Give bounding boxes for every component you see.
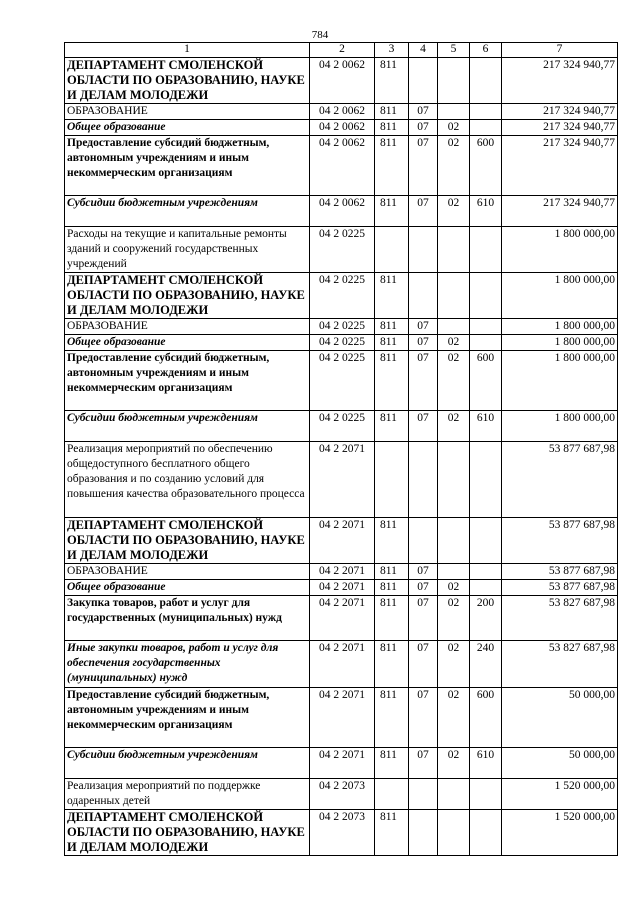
page-number: 784 xyxy=(311,29,329,41)
expense-type-code xyxy=(470,273,502,319)
target-code: 04 2 0225 xyxy=(310,227,375,273)
table-row xyxy=(65,641,618,688)
subsection-code: 02 xyxy=(438,580,470,596)
expense-type-code: 600 xyxy=(470,688,502,748)
header-cell-5: 5 xyxy=(438,43,470,58)
row-name: Субсидии бюджетным учреждениям xyxy=(65,748,310,779)
table-row xyxy=(65,319,618,335)
section-code: 07 xyxy=(409,351,438,411)
amount: 53 827 687,98 xyxy=(502,596,618,641)
expense-type-code xyxy=(470,319,502,335)
target-code: 04 2 2071 xyxy=(310,748,375,779)
row-name: Реализация мероприятий по обеспечению общедоступного бесплатного общего образования и по созданию условий для повышения качества образовательного процесса xyxy=(65,442,310,518)
amount: 217 324 940,77 xyxy=(502,136,618,196)
expense-type-code xyxy=(470,518,502,564)
ministry-code: 811 xyxy=(375,411,409,442)
table-row xyxy=(65,273,618,319)
expense-type-code xyxy=(470,104,502,120)
header-cell-1: 1 xyxy=(65,43,310,58)
header-cell-3: 3 xyxy=(375,43,409,58)
target-code: 04 2 0225 xyxy=(310,273,375,319)
table-row xyxy=(65,335,618,351)
section-code: 07 xyxy=(409,136,438,196)
subsection-code xyxy=(438,273,470,319)
section-code: 07 xyxy=(409,196,438,227)
row-name: Субсидии бюджетным учреждениям xyxy=(65,411,310,442)
amount: 1 520 000,00 xyxy=(502,810,618,856)
expense-type-code: 240 xyxy=(470,641,502,688)
header-cell-4: 4 xyxy=(409,43,438,58)
expense-type-code xyxy=(470,227,502,273)
row-name: Общее образование xyxy=(65,580,310,596)
ministry-code: 811 xyxy=(375,319,409,335)
subsection-code: 02 xyxy=(438,196,470,227)
subsection-code: 02 xyxy=(438,748,470,779)
ministry-code: 811 xyxy=(375,196,409,227)
target-code: 04 2 0225 xyxy=(310,319,375,335)
header-cell-6: 6 xyxy=(470,43,502,58)
expense-type-code xyxy=(470,779,502,810)
target-code: 04 2 0062 xyxy=(310,136,375,196)
table-row xyxy=(65,748,618,779)
section-code xyxy=(409,273,438,319)
ministry-code: 811 xyxy=(375,748,409,779)
ministry-code: 811 xyxy=(375,580,409,596)
expense-type-code: 610 xyxy=(470,411,502,442)
ministry-code: 811 xyxy=(375,564,409,580)
target-code: 04 2 2073 xyxy=(310,810,375,856)
target-code: 04 2 2071 xyxy=(310,688,375,748)
target-code: 04 2 0062 xyxy=(310,196,375,227)
subsection-code: 02 xyxy=(438,351,470,411)
subsection-code: 02 xyxy=(438,136,470,196)
table-row xyxy=(65,104,618,120)
section-code: 07 xyxy=(409,335,438,351)
section-code: 07 xyxy=(409,564,438,580)
expense-type-code xyxy=(470,442,502,518)
ministry-code: 811 xyxy=(375,688,409,748)
amount: 50 000,00 xyxy=(502,748,618,779)
ministry-code xyxy=(375,779,409,810)
row-name: Предоставление субсидий бюджетным, автономным учреждениям и иным некоммерческим организациям xyxy=(65,351,310,411)
target-code: 04 2 2071 xyxy=(310,596,375,641)
expense-type-code xyxy=(470,120,502,136)
subsection-code: 02 xyxy=(438,641,470,688)
subsection-code xyxy=(438,518,470,564)
target-code: 04 2 0225 xyxy=(310,351,375,411)
amount: 217 324 940,77 xyxy=(502,120,618,136)
row-name: Общее образование xyxy=(65,335,310,351)
subsection-code xyxy=(438,779,470,810)
amount: 53 877 687,98 xyxy=(502,518,618,564)
subsection-code xyxy=(438,227,470,273)
target-code: 04 2 0062 xyxy=(310,104,375,120)
expense-type-code: 600 xyxy=(470,136,502,196)
amount: 53 877 687,98 xyxy=(502,442,618,518)
subsection-code xyxy=(438,810,470,856)
subsection-code xyxy=(438,564,470,580)
row-name: ДЕПАРТАМЕНТ СМОЛЕНСКОЙ ОБЛАСТИ ПО ОБРАЗОВАНИЮ, НАУКЕ И ДЕЛАМ МОЛОДЕЖИ xyxy=(65,58,310,104)
table-row xyxy=(65,580,618,596)
section-code xyxy=(409,442,438,518)
subsection-code: 02 xyxy=(438,411,470,442)
target-code: 04 2 0225 xyxy=(310,335,375,351)
row-name: Предоставление субсидий бюджетным, автономным учреждениям и иным некоммерческим организациям xyxy=(65,688,310,748)
section-code: 07 xyxy=(409,748,438,779)
target-code: 04 2 0225 xyxy=(310,411,375,442)
expense-type-code xyxy=(470,58,502,104)
amount: 53 877 687,98 xyxy=(502,564,618,580)
header-cell-2: 2 xyxy=(310,43,375,58)
ministry-code: 811 xyxy=(375,58,409,104)
amount: 1 800 000,00 xyxy=(502,319,618,335)
section-code: 07 xyxy=(409,580,438,596)
section-code: 07 xyxy=(409,411,438,442)
amount: 53 877 687,98 xyxy=(502,580,618,596)
target-code: 04 2 0062 xyxy=(310,120,375,136)
expense-type-code: 200 xyxy=(470,596,502,641)
ministry-code: 811 xyxy=(375,104,409,120)
expense-type-code xyxy=(470,335,502,351)
row-name: Общее образование xyxy=(65,120,310,136)
table-row xyxy=(65,810,618,856)
section-code: 07 xyxy=(409,104,438,120)
section-code: 07 xyxy=(409,120,438,136)
budget-table xyxy=(64,42,618,856)
subsection-code: 02 xyxy=(438,335,470,351)
expense-type-code xyxy=(470,564,502,580)
table-row xyxy=(65,136,618,196)
row-name: ДЕПАРТАМЕНТ СМОЛЕНСКОЙ ОБЛАСТИ ПО ОБРАЗОВАНИЮ, НАУКЕ И ДЕЛАМ МОЛОДЕЖИ xyxy=(65,518,310,564)
row-name: Субсидии бюджетным учреждениям xyxy=(65,196,310,227)
subsection-code xyxy=(438,104,470,120)
row-name: Закупка товаров, работ и услуг для государственных (муниципальных) нужд xyxy=(65,596,310,641)
amount: 217 324 940,77 xyxy=(502,196,618,227)
table-row xyxy=(65,351,618,411)
header-row xyxy=(65,43,618,58)
ministry-code: 811 xyxy=(375,596,409,641)
ministry-code: 811 xyxy=(375,810,409,856)
section-code: 07 xyxy=(409,319,438,335)
row-name: Расходы на текущие и капитальные ремонты зданий и сооружений государственных учреждений xyxy=(65,227,310,273)
ministry-code: 811 xyxy=(375,641,409,688)
table-row xyxy=(65,442,618,518)
table-row xyxy=(65,411,618,442)
row-name: Предоставление субсидий бюджетным, автономным учреждениям и иным некоммерческим организациям xyxy=(65,136,310,196)
table-row xyxy=(65,688,618,748)
subsection-code: 02 xyxy=(438,120,470,136)
table-row xyxy=(65,596,618,641)
row-name: Реализация мероприятий по поддержке одаренных детей xyxy=(65,779,310,810)
ministry-code xyxy=(375,227,409,273)
target-code: 04 2 2071 xyxy=(310,518,375,564)
target-code: 04 2 2071 xyxy=(310,564,375,580)
amount: 1 800 000,00 xyxy=(502,273,618,319)
section-code xyxy=(409,227,438,273)
target-code: 04 2 0062 xyxy=(310,58,375,104)
table-row xyxy=(65,564,618,580)
amount: 50 000,00 xyxy=(502,688,618,748)
row-name: ОБРАЗОВАНИЕ xyxy=(65,319,310,335)
ministry-code: 811 xyxy=(375,120,409,136)
ministry-code: 811 xyxy=(375,335,409,351)
section-code xyxy=(409,779,438,810)
row-name: ОБРАЗОВАНИЕ xyxy=(65,564,310,580)
section-code xyxy=(409,518,438,564)
subsection-code: 02 xyxy=(438,596,470,641)
expense-type-code: 610 xyxy=(470,196,502,227)
table-body xyxy=(65,43,618,856)
row-name: Иные закупки товаров, работ и услуг для обеспечения государственных (муниципальных) нужд xyxy=(65,641,310,688)
amount: 1 800 000,00 xyxy=(502,335,618,351)
row-name: ОБРАЗОВАНИЕ xyxy=(65,104,310,120)
ministry-code: 811 xyxy=(375,136,409,196)
subsection-code xyxy=(438,442,470,518)
amount: 53 827 687,98 xyxy=(502,641,618,688)
amount: 1 800 000,00 xyxy=(502,227,618,273)
row-name: ДЕПАРТАМЕНТ СМОЛЕНСКОЙ ОБЛАСТИ ПО ОБРАЗОВАНИЮ, НАУКЕ И ДЕЛАМ МОЛОДЕЖИ xyxy=(65,810,310,856)
subsection-code: 02 xyxy=(438,688,470,748)
section-code: 07 xyxy=(409,641,438,688)
table-row xyxy=(65,227,618,273)
section-code xyxy=(409,810,438,856)
section-code xyxy=(409,58,438,104)
expense-type-code xyxy=(470,580,502,596)
amount: 217 324 940,77 xyxy=(502,104,618,120)
ministry-code: 811 xyxy=(375,273,409,319)
section-code: 07 xyxy=(409,596,438,641)
target-code: 04 2 2071 xyxy=(310,580,375,596)
amount: 1 520 000,00 xyxy=(502,779,618,810)
amount: 1 800 000,00 xyxy=(502,411,618,442)
subsection-code xyxy=(438,319,470,335)
ministry-code: 811 xyxy=(375,351,409,411)
table-row xyxy=(65,58,618,104)
header-cell-7: 7 xyxy=(502,43,618,58)
expense-type-code: 600 xyxy=(470,351,502,411)
target-code: 04 2 2071 xyxy=(310,442,375,518)
row-name: ДЕПАРТАМЕНТ СМОЛЕНСКОЙ ОБЛАСТИ ПО ОБРАЗОВАНИЮ, НАУКЕ И ДЕЛАМ МОЛОДЕЖИ xyxy=(65,273,310,319)
ministry-code xyxy=(375,442,409,518)
target-code: 04 2 2071 xyxy=(310,641,375,688)
table-row xyxy=(65,196,618,227)
amount: 1 800 000,00 xyxy=(502,351,618,411)
section-code: 07 xyxy=(409,688,438,748)
subsection-code xyxy=(438,58,470,104)
table-row xyxy=(65,779,618,810)
ministry-code: 811 xyxy=(375,518,409,564)
target-code: 04 2 2073 xyxy=(310,779,375,810)
amount: 217 324 940,77 xyxy=(502,58,618,104)
expense-type-code: 610 xyxy=(470,748,502,779)
table-row xyxy=(65,120,618,136)
expense-type-code xyxy=(470,810,502,856)
table-row xyxy=(65,518,618,564)
